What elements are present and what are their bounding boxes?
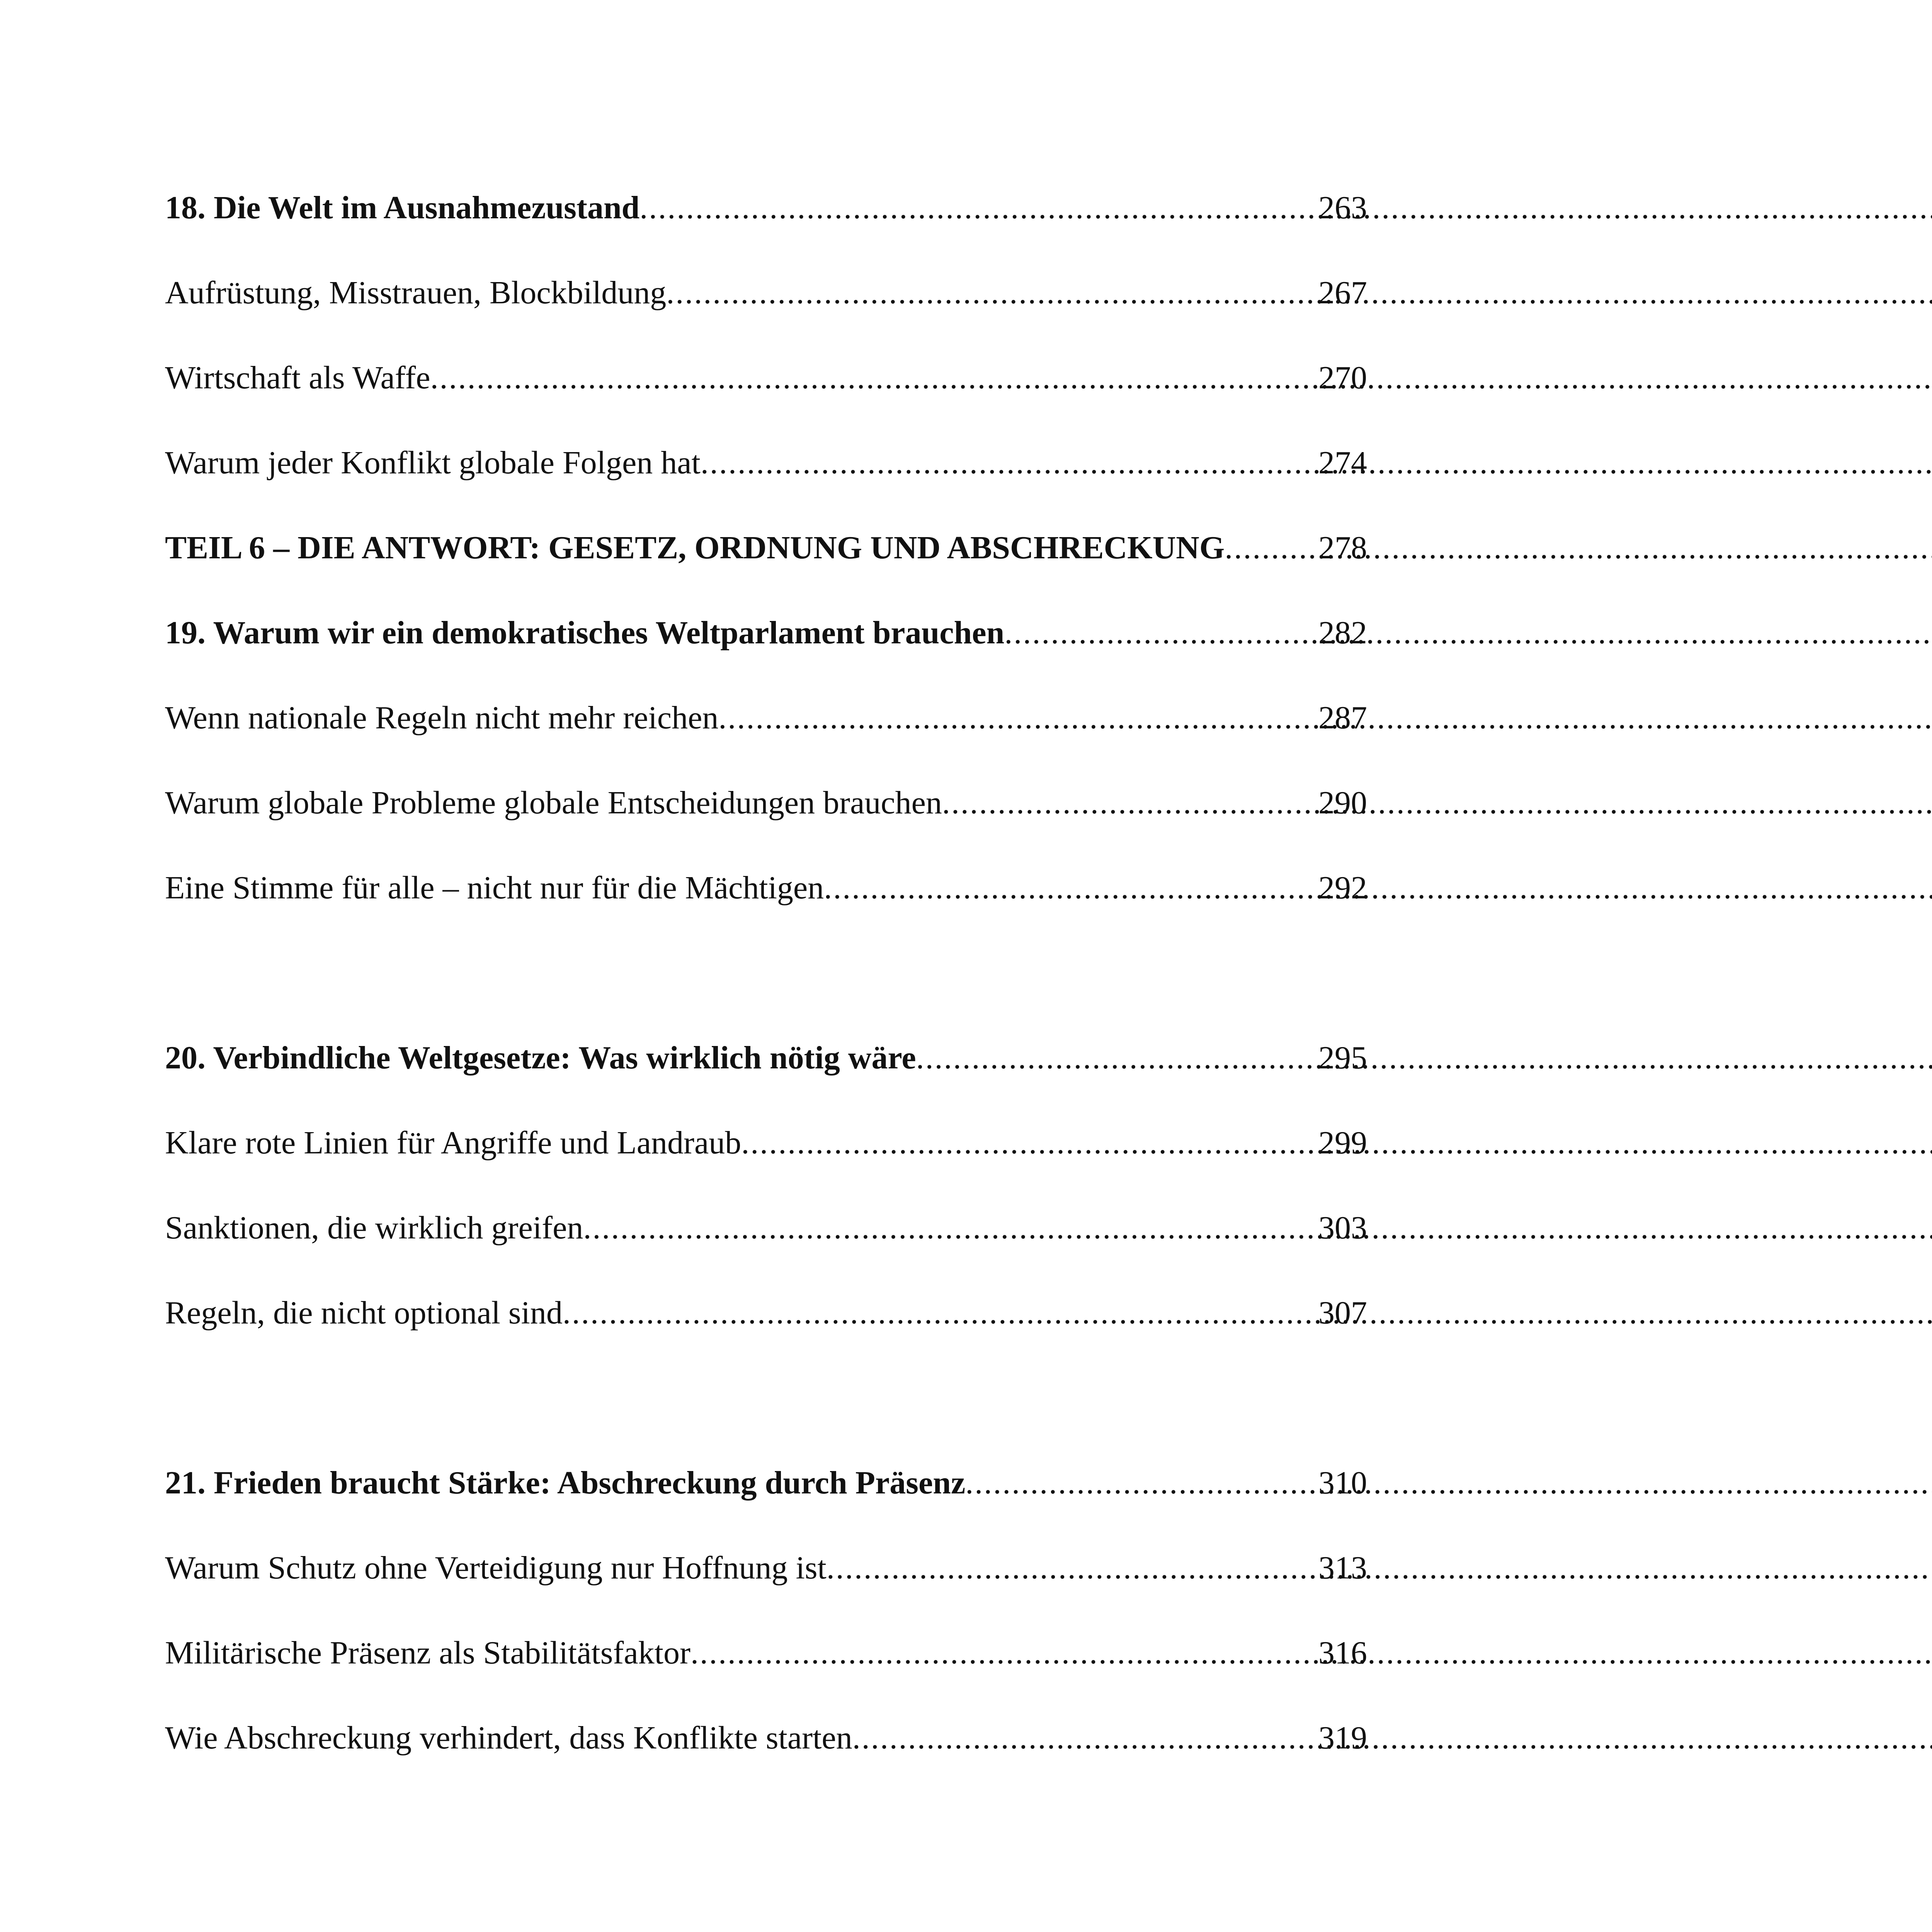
- toc-entry-section[interactable]: [165, 1711, 1367, 1765]
- toc-page-number: 290: [1318, 785, 1367, 821]
- toc-entry-section[interactable]: [165, 776, 1367, 830]
- toc-dot-leader: [827, 1541, 1318, 1595]
- toc-entry-title: TEIL 6 – DIE ANTWORT: GESETZ, ORDNUNG UND ABSCHRECKUNG: [165, 530, 1225, 566]
- toc-page-number: 282: [1318, 615, 1367, 651]
- toc-entry-section[interactable]: [165, 1116, 1367, 1170]
- toc-page-number: 274: [1318, 445, 1367, 481]
- toc-dot-leader: [852, 1711, 1318, 1765]
- table-of-contents: [165, 0, 1367, 1932]
- toc-entry-title: Warum jeder Konflikt globale Folgen hat: [165, 445, 701, 481]
- toc-entry-title: Sanktionen, die wirklich greifen: [165, 1210, 583, 1246]
- toc-entry-section[interactable]: [165, 1286, 1367, 1340]
- toc-entry-title: Wenn nationale Regeln nicht mehr reichen: [165, 700, 719, 736]
- toc-page-number: 319: [1318, 1720, 1367, 1756]
- toc-entry-title: 18. Die Welt im Ausnahmezustand: [165, 190, 640, 226]
- toc-page-number: 316: [1318, 1635, 1367, 1671]
- toc-entry-title: Militärische Präsenz als Stabilitätsfaktor: [165, 1635, 690, 1671]
- toc-dot-leader: [563, 1286, 1318, 1340]
- toc-page-number: 263: [1318, 190, 1367, 226]
- toc-page-number: 287: [1318, 700, 1367, 736]
- toc-dot-leader: [583, 1201, 1318, 1255]
- toc-entry-title: Klare rote Linien für Angriffe und Landraub: [165, 1125, 742, 1161]
- toc-entry-title: 21. Frieden braucht Stärke: Abschreckung durch Präsenz: [165, 1465, 966, 1501]
- toc-entry-title: Wie Abschreckung verhindert, dass Konflikte starten: [165, 1720, 852, 1756]
- toc-dot-leader: [1225, 521, 1318, 575]
- toc-dot-leader: [430, 351, 1318, 405]
- toc-entry-chapter-18[interactable]: [165, 181, 1367, 235]
- toc-dot-leader: [718, 691, 1318, 745]
- toc-dot-leader: [690, 1626, 1318, 1680]
- toc-entry-chapter-21[interactable]: [165, 1456, 1367, 1510]
- toc-dot-leader: [916, 1031, 1318, 1085]
- toc-page-number: 307: [1318, 1295, 1367, 1331]
- toc-entry-section[interactable]: [165, 1626, 1367, 1680]
- toc-page-number: 299: [1318, 1125, 1367, 1161]
- toc-entry-chapter-19[interactable]: [165, 606, 1367, 660]
- toc-page-number: 313: [1318, 1550, 1367, 1586]
- toc-page-number: 270: [1318, 360, 1367, 396]
- toc-page-number: 292: [1318, 870, 1367, 906]
- toc-entry-section[interactable]: [165, 351, 1367, 405]
- toc-dot-leader: [639, 181, 1318, 235]
- toc-dot-leader: [942, 776, 1318, 830]
- toc-entry-section[interactable]: [165, 1541, 1367, 1595]
- toc-dot-leader: [666, 266, 1318, 320]
- toc-entry-title: Eine Stimme für alle – nicht nur für die Mächtigen: [165, 870, 824, 906]
- toc-entry-title: 20. Verbindliche Weltgesetze: Was wirklich nötig wäre: [165, 1040, 916, 1076]
- toc-entry-section[interactable]: [165, 436, 1367, 490]
- toc-entry-part-6[interactable]: [165, 521, 1367, 575]
- toc-entry-section[interactable]: [165, 691, 1367, 745]
- toc-entry-section[interactable]: [165, 266, 1367, 320]
- toc-page-number: 295: [1318, 1040, 1367, 1076]
- toc-entry-title: Wirtschaft als Waffe: [165, 360, 430, 396]
- toc-dot-leader: [741, 1116, 1318, 1170]
- toc-dot-leader: [1004, 606, 1318, 660]
- toc-page-number: 303: [1318, 1210, 1367, 1246]
- toc-entry-title: 19. Warum wir ein demokratisches Weltparlament brauchen: [165, 615, 1005, 651]
- toc-dot-leader: [965, 1456, 1318, 1510]
- toc-entry-chapter-20[interactable]: [165, 1031, 1367, 1085]
- toc-entry-section[interactable]: [165, 861, 1367, 915]
- toc-page-number: 310: [1318, 1465, 1367, 1501]
- toc-dot-leader: [701, 436, 1318, 490]
- toc-entry-title: Aufrüstung, Misstrauen, Blockbildung: [165, 275, 667, 311]
- toc-entry-title: Regeln, die nicht optional sind: [165, 1295, 563, 1331]
- toc-entry-title: Warum globale Probleme globale Entscheidungen brauchen: [165, 785, 942, 821]
- toc-page-number: 267: [1318, 275, 1367, 311]
- toc-entry-section[interactable]: [165, 1201, 1367, 1255]
- toc-page-number: 278: [1318, 530, 1367, 566]
- toc-entry-title: Warum Schutz ohne Verteidigung nur Hoffnung ist: [165, 1550, 827, 1586]
- toc-dot-leader: [824, 861, 1318, 915]
